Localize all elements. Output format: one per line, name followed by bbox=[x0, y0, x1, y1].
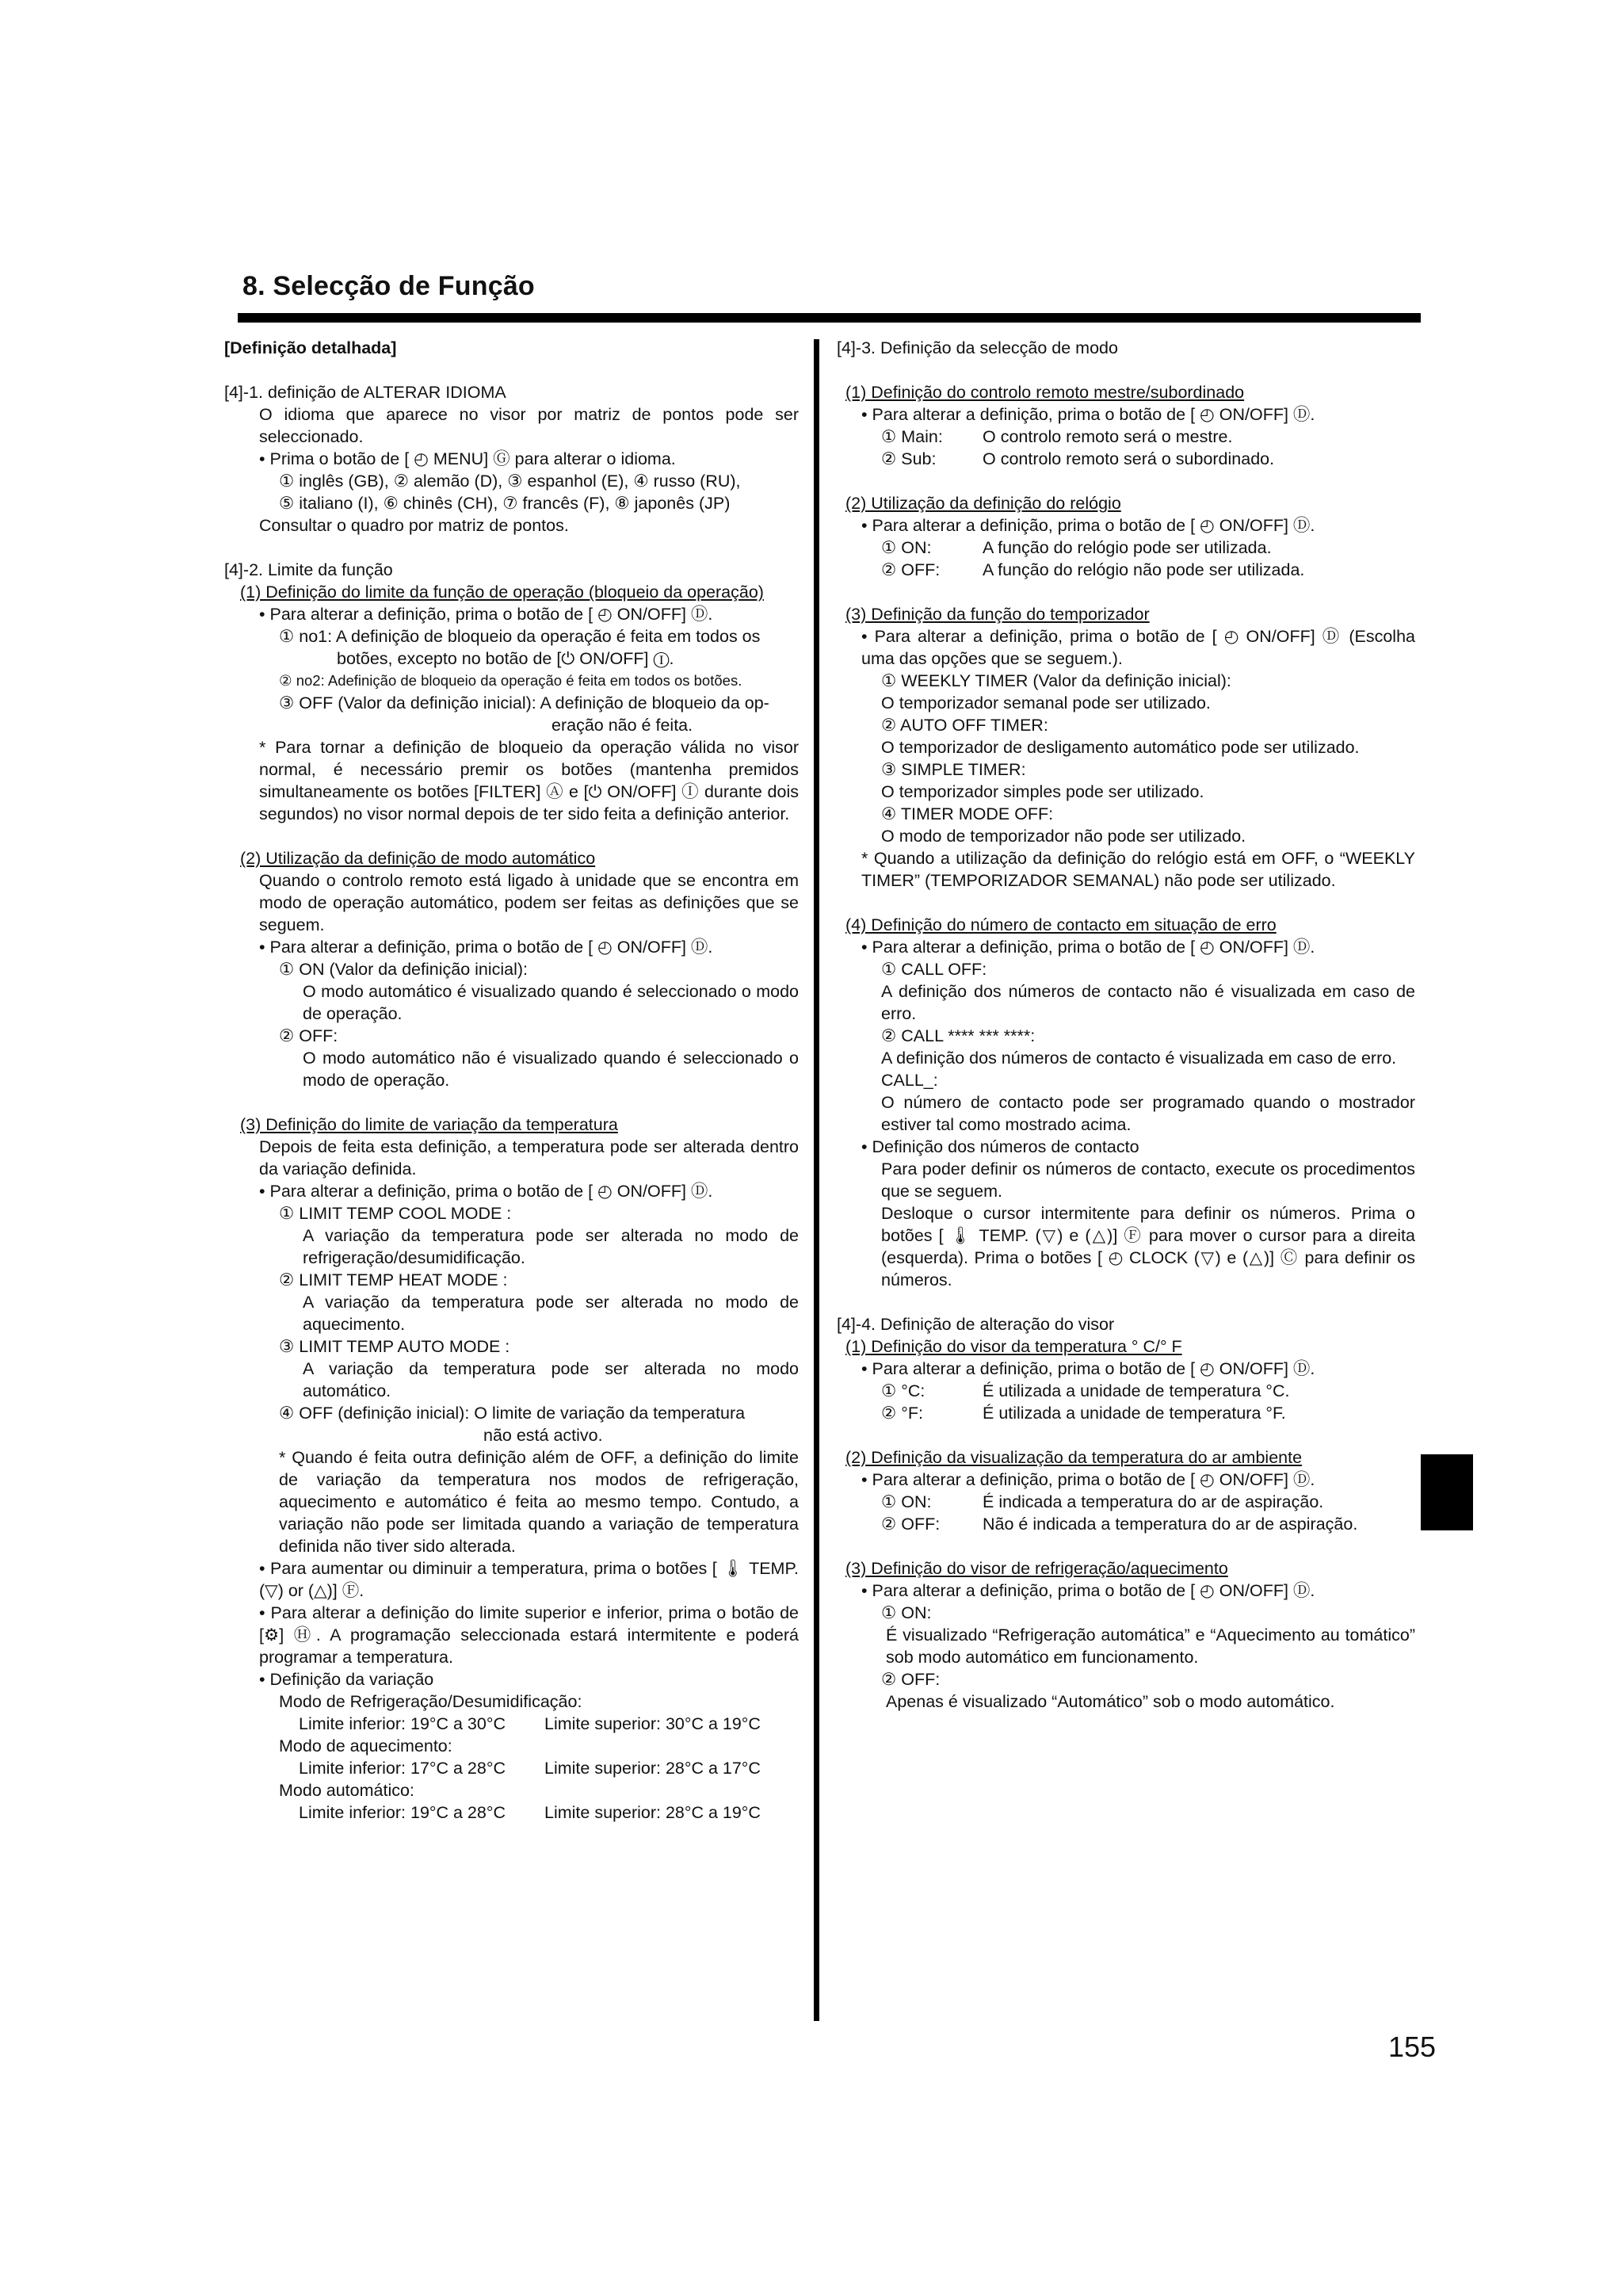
s43-sub4-title: (4) Definição do número de contacto em situação de erro bbox=[845, 915, 1277, 934]
s42-sub3-note: * Quando é feita outra definição além de OFF, a definição do limite de variação da temperatura nos modos de refrigeração, aquecimento e automático é feita ao mesmo tempo. Contudo, a variação não pode ser limitada quando a variação de temperatura definida não tiver sido alterada. bbox=[279, 1448, 799, 1556]
page-number: 155 bbox=[1388, 2030, 1437, 2063]
s42-sub2-title: (2) Utilização da definição de modo automático bbox=[240, 849, 596, 868]
s44-sub1-opt1-val: É utilizada a unidade de temperatura °C. bbox=[983, 1381, 1290, 1400]
s44-sub3-opt2-desc: Apenas é visualizado “Automático” sob o modo automático. bbox=[886, 1692, 1335, 1711]
title-rule bbox=[238, 313, 1421, 323]
range-heat-label: Modo de aquecimento: bbox=[279, 1736, 452, 1755]
s43-sub1-opt2-key: ② Sub: bbox=[881, 449, 937, 468]
s43-sub1-opt2-val: O controlo remoto será o subordinado. bbox=[983, 449, 1275, 468]
s42-sub2-opt2-desc: O modo automático não é visualizado quando é seleccionado o modo de operação. bbox=[303, 1049, 799, 1090]
range-auto-high: Limite superior: 28°C a 19°C bbox=[544, 1803, 761, 1822]
s42-sub1-note: * Para tornar a definição de bloqueio da operação válida no visor normal, é necessário premir os botões (mantenha premidos simultaneamente os botões [FILTER] Ⓐ e [⏻ ON/OFF] Ⓘ durante dois segundos) no visor normal depois de ter sido feita a definição anterior. bbox=[259, 738, 799, 823]
s43-sub1-opt1-key: ① Main: bbox=[881, 427, 943, 446]
s44-sub2-opt2 bbox=[881, 1513, 1415, 1535]
s42-sub1-title: (1) Definição do limite da função de operação (bloqueio da operação) bbox=[240, 583, 764, 602]
s42-sub3-bullet3: • Para alterar a definição do limite superior e inferior, prima o botão de [⚙] Ⓗ. A programação seleccionada estará intermitente e poderá programar a temperatura. bbox=[259, 1603, 799, 1667]
s44-sub3-opt2: ② OFF: bbox=[881, 1670, 941, 1689]
s43-sub3-opt3-desc: O temporizador simples pode ser utilizado. bbox=[881, 782, 1204, 801]
s42-sub3-opt3-desc: A variação da temperatura pode ser alterada no modo automático. bbox=[303, 1359, 799, 1400]
s44-title: [4]-4. Definição de alteração do visor bbox=[837, 1315, 1115, 1334]
column-divider bbox=[814, 339, 819, 2021]
s42-sub3-bullet1: • Para alterar a definição, prima o botão de [ ◴ ON/OFF] Ⓓ. bbox=[259, 1182, 713, 1201]
s43-sub1-opt1-val: O controlo remoto será o mestre. bbox=[983, 427, 1233, 446]
s43-sub3-opt2-desc: O temporizador de desligamento automático pode ser utilizado. bbox=[881, 738, 1360, 757]
s42-sub2-bullet: • Para alterar a definição, prima o botão de [ ◴ ON/OFF] Ⓓ. bbox=[259, 938, 713, 957]
s41-title: [4]-1. definição de ALTERAR IDIOMA bbox=[224, 383, 506, 402]
s43-sub2-opt2-val: A função do relógio não pode ser utilizada. bbox=[983, 560, 1305, 579]
range-cool-row bbox=[299, 1713, 799, 1735]
s42-sub3-bullet4: • Definição da variação bbox=[259, 1670, 434, 1689]
s44-sub2-opt1-val: É indicada a temperatura do ar de aspiração. bbox=[983, 1492, 1324, 1511]
s44-sub3-opt1-desc: É visualizado “Refrigeração automática” e “Aquecimento au tomático” sob modo automático em funcionamento. bbox=[886, 1626, 1415, 1667]
s42-sub1-opt1b: botões, excepto no botão de [⏻ ON/OFF] Ⓘ. bbox=[337, 649, 674, 668]
s42-sub2-text: Quando o controlo remoto está ligado à unidade que se encontra em modo de operação automático, podem ser feitas as definições que se seguem. bbox=[259, 871, 799, 934]
s42-sub1-opt2: ② no2: Adefinição de bloqueio da operação é feita em todos os botões. bbox=[279, 672, 742, 689]
s43-sub3-note: * Quando a utilização da definição do relógio está em OFF, o “WEEKLY TIMER” (TEMPORIZADOR SEMANAL) não pode ser utilizado. bbox=[861, 849, 1415, 890]
s41-langs-1: ① inglês (GB), ② alemão (D), ③ espanhol (E), ④ russo (RU), bbox=[279, 472, 741, 491]
right-column bbox=[837, 337, 1415, 1713]
s43-sub3-opt3: ③ SIMPLE TIMER: bbox=[881, 760, 1026, 779]
s42-sub3-opt3: ③ LIMIT TEMP AUTO MODE : bbox=[279, 1337, 510, 1356]
s44-sub2-title: (2) Definição da visualização da temperatura do ar ambiente bbox=[845, 1448, 1303, 1467]
s43-sub4-opt1: ① CALL OFF: bbox=[881, 960, 987, 979]
s43-title: [4]-3. Definição da selecção de modo bbox=[837, 338, 1118, 357]
s43-sub4-bullet2-desc2: Desloque o cursor intermitente para definir os números. Prima o botões [ 🌡 TEMP. (▽) e (△)] Ⓕ para mover o cursor para a direita (esquerda). Prima o botões [ ◴ CLOCK (▽) e (△)] Ⓒ para definir os números. bbox=[881, 1204, 1415, 1289]
s41-bullet: • Prima o botão de [ ◴ MENU] Ⓖ para alterar o idioma. bbox=[259, 449, 676, 468]
s43-sub1-opt1 bbox=[881, 426, 1415, 448]
s42-sub2-opt1-desc: O modo automático é visualizado quando é seleccionado o modo de operação. bbox=[303, 982, 799, 1023]
s43-sub2-title: (2) Utilização da definição do relógio bbox=[845, 494, 1121, 513]
s43-sub1-title: (1) Definição do controlo remoto mestre/subordinado bbox=[845, 383, 1245, 402]
s44-sub2-opt2-key: ② OFF: bbox=[881, 1515, 941, 1534]
s42-sub3-title: (3) Definição do limite de variação da temperatura bbox=[240, 1115, 618, 1134]
range-cool-low: Limite inferior: 19°C a 30°C bbox=[299, 1714, 506, 1733]
s42-title: [4]-2. Limite da função bbox=[224, 560, 393, 579]
s42-sub1-opt3b: eração não é feita. bbox=[551, 716, 693, 735]
s44-sub3-bullet: • Para alterar a definição, prima o botão de [ ◴ ON/OFF] Ⓓ. bbox=[861, 1581, 1315, 1600]
range-heat-row bbox=[299, 1757, 799, 1779]
s43-sub1-opt2 bbox=[881, 448, 1415, 470]
s43-sub3-opt1: ① WEEKLY TIMER (Valor da definição inicial): bbox=[881, 671, 1231, 690]
s44-sub1-opt1 bbox=[881, 1380, 1415, 1402]
s42-sub3-opt2: ② LIMIT TEMP HEAT MODE : bbox=[279, 1270, 508, 1289]
s43-sub4-opt2: ② CALL **** *** ****: bbox=[881, 1026, 1036, 1045]
s42-sub3-text: Depois de feita esta definição, a temperatura pode ser alterada dentro da variação definida. bbox=[259, 1137, 799, 1179]
s42-sub3-opt4b: não está activo. bbox=[483, 1426, 603, 1445]
s43-sub1-bullet: • Para alterar a definição, prima o botão de [ ◴ ON/OFF] Ⓓ. bbox=[861, 405, 1315, 424]
range-cool-label: Modo de Refrigeração/Desumidificação: bbox=[279, 1692, 582, 1711]
s42-sub1-bullet: • Para alterar a definição, prima o botão de [ ◴ ON/OFF] Ⓓ. bbox=[259, 605, 713, 624]
s42-sub2-opt1: ① ON (Valor da definição inicial): bbox=[279, 960, 529, 979]
s43-sub2-opt1-key: ① ON: bbox=[881, 538, 932, 557]
s44-sub3-opt1: ① ON: bbox=[881, 1603, 932, 1622]
section-tab-marker bbox=[1421, 1454, 1473, 1530]
s44-sub2-opt1 bbox=[881, 1491, 1415, 1513]
s41-note: Consultar o quadro por matriz de pontos. bbox=[259, 516, 569, 535]
s43-sub4-bullet2: • Definição dos números de contacto bbox=[861, 1137, 1139, 1156]
s44-sub2-bullet: • Para alterar a definição, prima o botão de [ ◴ ON/OFF] Ⓓ. bbox=[861, 1470, 1315, 1489]
s43-sub2-opt1 bbox=[881, 537, 1415, 559]
s42-sub3-opt1: ① LIMIT TEMP COOL MODE : bbox=[279, 1204, 512, 1223]
s41-text: O idioma que aparece no visor por matriz de pontos pode ser seleccionado. bbox=[259, 405, 799, 446]
s43-sub4-opt2-desc: A definição dos números de contacto é visualizada em caso de erro. bbox=[881, 1049, 1397, 1068]
s44-sub1-opt2-key: ② °F: bbox=[881, 1404, 923, 1423]
s43-sub3-opt4: ④ TIMER MODE OFF: bbox=[881, 804, 1054, 823]
range-auto-row bbox=[299, 1801, 799, 1824]
s44-sub1-opt2-val: É utilizada a unidade de temperatura °F. bbox=[983, 1404, 1286, 1423]
s43-sub4-bullet2-desc1: Para poder definir os números de contacto, execute os procedimentos que se seguem. bbox=[881, 1159, 1415, 1201]
page-title: 8. Selecção de Função bbox=[242, 271, 535, 301]
range-heat-high: Limite superior: 28°C a 17°C bbox=[544, 1759, 761, 1778]
section-heading: [Definição detalhada] bbox=[224, 338, 397, 357]
s43-sub3-bullet: • Para alterar a definição, prima o botão de [ ◴ ON/OFF] Ⓓ (Escolha uma das opções que se seguem.). bbox=[861, 627, 1415, 668]
s43-sub2-bullet: • Para alterar a definição, prima o botão de [ ◴ ON/OFF] Ⓓ. bbox=[861, 516, 1315, 535]
s43-sub4-opt3: CALL_: bbox=[881, 1071, 938, 1090]
s42-sub3-opt4a: ④ OFF (definição inicial): O limite de variação da temperatura bbox=[279, 1404, 746, 1423]
s43-sub3-title: (3) Definição da função do temporizador bbox=[845, 605, 1150, 624]
range-auto-label: Modo automático: bbox=[279, 1781, 414, 1800]
s44-sub1-bullet: • Para alterar a definição, prima o botão de [ ◴ ON/OFF] Ⓓ. bbox=[861, 1359, 1315, 1378]
s43-sub2-opt1-val: A função do relógio pode ser utilizada. bbox=[983, 538, 1272, 557]
s43-sub2-opt2-key: ② OFF: bbox=[881, 560, 941, 579]
s44-sub1-opt2 bbox=[881, 1402, 1415, 1424]
s42-sub1-opt3a: ③ OFF (Valor da definição inicial): A definição de bloqueio da op- bbox=[279, 693, 769, 712]
s42-sub1-opt1a: ① no1: A definição de bloqueio da operação é feita em todos os bbox=[279, 627, 761, 646]
s43-sub4-opt1-desc: A definição dos números de contacto não é visualizada em caso de erro. bbox=[881, 982, 1415, 1023]
s43-sub4-bullet1: • Para alterar a definição, prima o botão de [ ◴ ON/OFF] Ⓓ. bbox=[861, 938, 1315, 957]
s42-sub3-opt2-desc: A variação da temperatura pode ser alterada no modo de aquecimento. bbox=[303, 1293, 799, 1334]
s43-sub3-opt4-desc: O modo de temporizador não pode ser utilizado. bbox=[881, 827, 1246, 846]
s43-sub3-opt2: ② AUTO OFF TIMER: bbox=[881, 716, 1048, 735]
s43-sub3-opt1-desc: O temporizador semanal pode ser utilizado. bbox=[881, 693, 1211, 712]
s44-sub2-opt2-val: Não é indicada a temperatura do ar de aspiração. bbox=[983, 1515, 1358, 1534]
s42-sub3-bullet2: • Para aumentar ou diminuir a temperatura, prima o botões [ 🌡 TEMP. (▽) or (△)] Ⓕ. bbox=[259, 1559, 799, 1600]
s43-sub2-opt2 bbox=[881, 559, 1415, 581]
s44-sub3-title: (3) Definição do visor de refrigeração/aquecimento bbox=[845, 1559, 1228, 1578]
s44-sub1-opt1-key: ① °C: bbox=[881, 1381, 925, 1400]
range-heat-low: Limite inferior: 17°C a 28°C bbox=[299, 1759, 506, 1778]
s43-sub4-opt3-desc: O número de contacto pode ser programado quando o mostrador estiver tal como mostrado acima. bbox=[881, 1093, 1415, 1134]
range-cool-high: Limite superior: 30°C a 19°C bbox=[544, 1714, 761, 1733]
s42-sub3-opt1-desc: A variação da temperatura pode ser alterada no modo de refrigeração/desumidificação. bbox=[303, 1226, 799, 1267]
range-auto-low: Limite inferior: 19°C a 28°C bbox=[299, 1803, 506, 1822]
s44-sub1-title: (1) Definição do visor da temperatura ° C/° F bbox=[845, 1337, 1182, 1356]
s41-langs-2: ⑤ italiano (I), ⑥ chinês (CH), ⑦ francês (F), ⑧ japonês (JP) bbox=[279, 494, 731, 513]
s44-sub2-opt1-key: ① ON: bbox=[881, 1492, 932, 1511]
s42-sub2-opt2: ② OFF: bbox=[279, 1026, 338, 1045]
left-column bbox=[224, 337, 799, 1824]
